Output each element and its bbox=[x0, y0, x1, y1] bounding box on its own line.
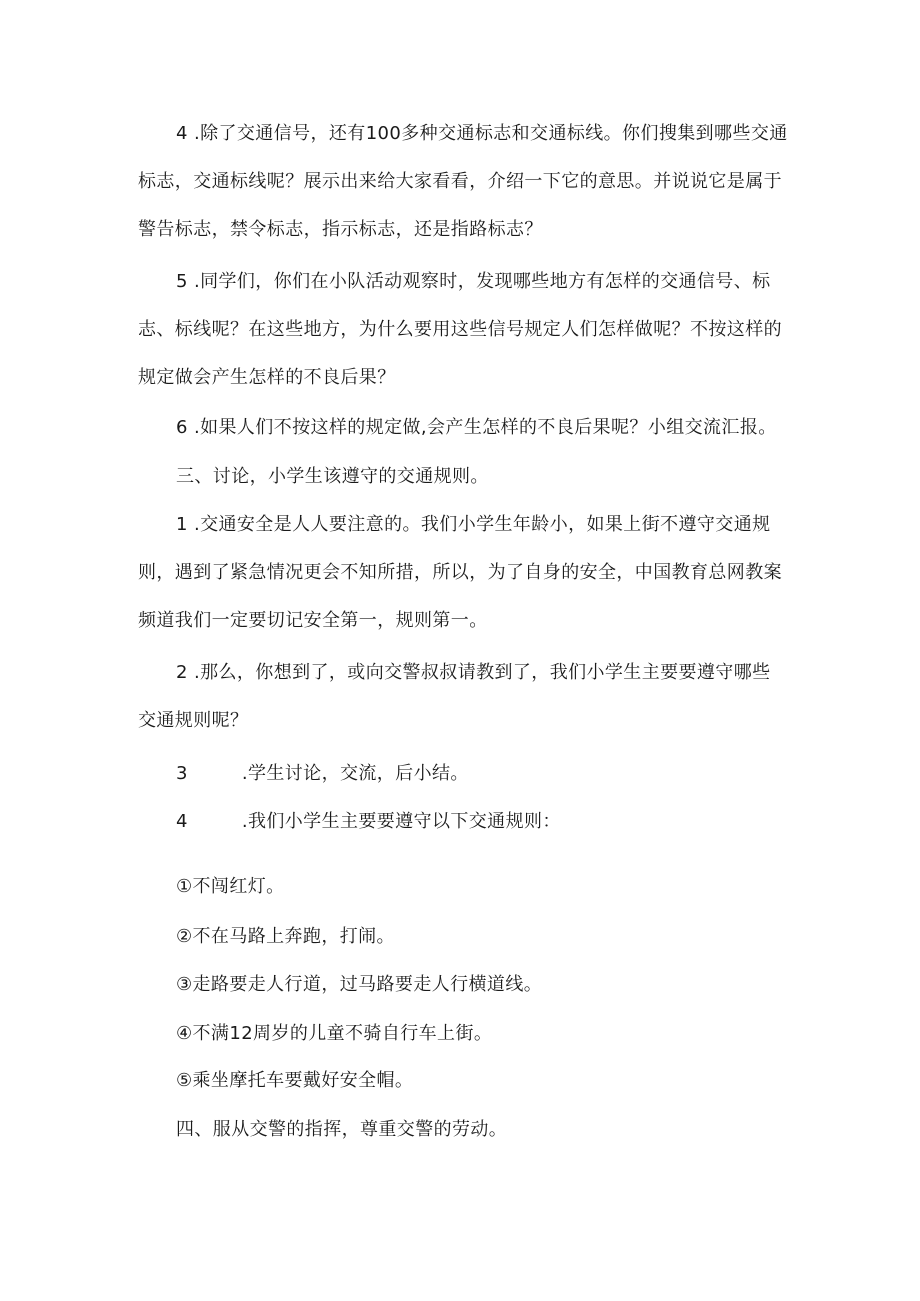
step-item-4 bbox=[176, 798, 561, 846]
section-heading-4: 四、服从交警的指挥，尊重交警的劳动。 bbox=[176, 1119, 508, 1140]
step-text: .学生讨论，交流，后小结。 bbox=[241, 763, 469, 784]
paragraph-item-5: 5 .同学们，你们在小队活动观察时，发现哪些地方有怎样的交通信号、标志、标线呢？在这些地方，为什么要用这些信号规定人们怎样做呢？不按这样的规定做会产生怎样的不良后果？ bbox=[138, 271, 782, 388]
rule-item-5: ⑤乘坐摩托车要戴好安全帽。 bbox=[176, 1070, 414, 1091]
section-heading-3: 三、讨论，小学生该遵守的交通规则。 bbox=[176, 466, 489, 487]
rule-item-2: ②不在马路上奔跑，打闹。 bbox=[176, 926, 395, 947]
paragraph-item-6: 6 .如果人们不按这样的规定做,会产生怎样的不良后果呢？小组交流汇报。 bbox=[176, 417, 777, 438]
step-item-3 bbox=[176, 750, 469, 798]
paragraph-item-4: 4 .除了交通信号，还有100多种交通标志和交通标线。你们搜集到哪些交通标志，交通标线呢？展示出来给大家看看，介绍一下它的意思。并说说它是属于警告标志，禁令标志，指示标志，还是指路标志？ bbox=[138, 123, 788, 240]
step-text: .我们小学生主要要遵守以下交通规则： bbox=[241, 811, 561, 832]
paragraph-item-2: 2 .那么，你想到了，或向交警叔叔请教到了，我们小学生主要要遵守哪些交通规则呢？ bbox=[138, 662, 771, 731]
step-number: 3 bbox=[176, 763, 188, 784]
paragraph-item-1: 1 .交通安全是人人要注意的。我们小学生年龄小，如果上街不遵守交通规则，遇到了紧急情况更会不知所措，所以，为了自身的安全，中国教育总网教案频道我们一定要切记安全第一，规则第一。 bbox=[138, 514, 782, 631]
rule-item-1: ①不闯红灯。 bbox=[176, 876, 285, 897]
rule-item-3: ③走路要走人行道，过马路要走人行横道线。 bbox=[176, 974, 543, 995]
step-number: 4 bbox=[176, 811, 188, 832]
rule-item-4: ④不满12周岁的儿童不骑自行车上街。 bbox=[176, 1023, 493, 1044]
